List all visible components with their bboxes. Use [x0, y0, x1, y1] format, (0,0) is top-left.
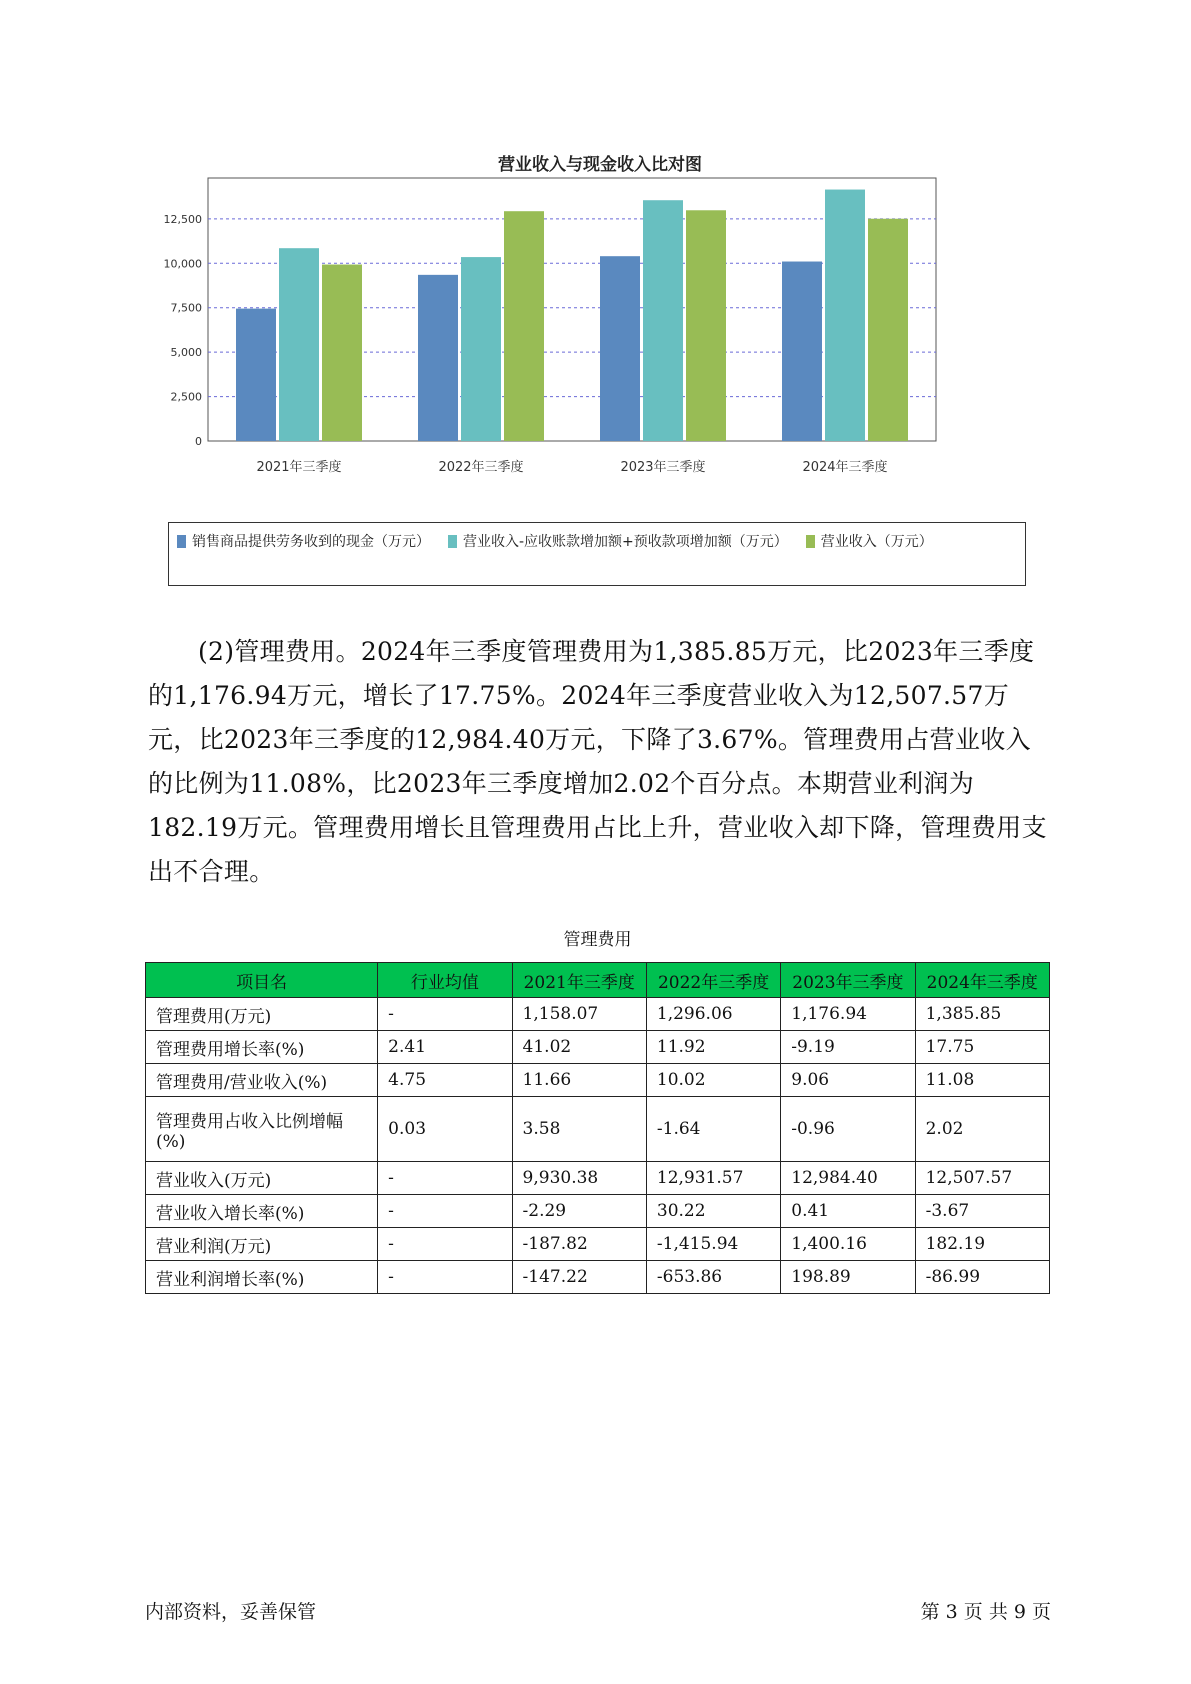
legend-item: [177, 529, 430, 553]
table-cell: 营业收入增长率(%): [146, 1195, 378, 1228]
table-cell: -9.19: [781, 1031, 915, 1064]
table-cell: 12,931.57: [646, 1162, 780, 1195]
table-row: [146, 1031, 1050, 1064]
table-row: [146, 998, 1050, 1031]
table-cell: 管理费用/营业收入(%): [146, 1064, 378, 1097]
bar: [504, 211, 544, 441]
table-cell: 1,400.16: [781, 1228, 915, 1261]
table-cell: 营业收入(万元): [146, 1162, 378, 1195]
table-cell: -86.99: [915, 1261, 1049, 1294]
bar: [322, 265, 362, 441]
bar: [600, 256, 640, 441]
table-cell: 1,176.94: [781, 998, 915, 1031]
footer-page-number: 第 3 页 共 9 页: [920, 1601, 1051, 1623]
table-row: [146, 1162, 1050, 1195]
bar: [461, 257, 501, 441]
header-cell: 2021年三季度: [512, 963, 646, 998]
table-cell: 41.02: [512, 1031, 646, 1064]
legend-swatch: [448, 535, 457, 548]
table-cell: 182.19: [915, 1228, 1049, 1261]
bar: [825, 190, 865, 441]
table-row: [146, 1261, 1050, 1294]
table-cell: 198.89: [781, 1261, 915, 1294]
table-cell: 10.02: [646, 1064, 780, 1097]
bar: [418, 275, 458, 441]
table-cell: 1,385.85: [915, 998, 1049, 1031]
table-cell: 4.75: [378, 1064, 512, 1097]
y-tick-label: 10,000: [163, 257, 202, 271]
table-cell: 管理费用增长率(%): [146, 1031, 378, 1064]
table-cell: 1,296.06: [646, 998, 780, 1031]
table-cell: 9,930.38: [512, 1162, 646, 1195]
legend-item: [806, 529, 933, 553]
bar: [868, 219, 908, 441]
table-cell: -187.82: [512, 1228, 646, 1261]
table-cell: 3.58: [512, 1097, 646, 1162]
table-cell: -2.29: [512, 1195, 646, 1228]
y-tick-label: 2,500: [170, 390, 202, 404]
x-tick-label: 2022年三季度: [438, 460, 524, 475]
header-cell: 2024年三季度: [915, 963, 1049, 998]
table-row: [146, 1097, 1050, 1162]
table-cell: 2.41: [378, 1031, 512, 1064]
table-header-row: [146, 963, 1050, 998]
table-cell: 管理费用(万元): [146, 998, 378, 1031]
header-cell: 2023年三季度: [781, 963, 915, 998]
revenue-cash-chart: [160, 140, 1040, 600]
chart-title: 营业收入与现金收入比对图: [498, 155, 702, 175]
chart-legend: [168, 522, 1026, 586]
table-cell: -: [378, 998, 512, 1031]
x-tick-label: 2024年三季度: [802, 460, 888, 475]
legend-swatch: [177, 535, 186, 548]
legend-label: 营业收入（万元）: [820, 534, 933, 550]
table-cell: 营业利润(万元): [146, 1228, 378, 1261]
table-cell: 0.03: [378, 1097, 512, 1162]
table-row: [146, 1195, 1050, 1228]
table-cell: 17.75: [915, 1031, 1049, 1064]
table-cell: -: [378, 1162, 512, 1195]
table-cell: 管理费用占收入比例增幅(%): [146, 1097, 378, 1162]
bar: [236, 309, 276, 441]
legend-label: 营业收入-应收账款增加额+预收款项增加额（万元）: [463, 534, 788, 550]
table-caption: 管理费用: [563, 930, 632, 950]
table-cell: 1,158.07: [512, 998, 646, 1031]
table-cell: 12,984.40: [781, 1162, 915, 1195]
bar: [279, 248, 319, 441]
table-cell: -1,415.94: [646, 1228, 780, 1261]
header-cell: 行业均值: [378, 963, 512, 998]
y-tick-label: 5,000: [170, 346, 202, 360]
table-cell: 营业利润增长率(%): [146, 1261, 378, 1294]
header-cell: 项目名: [146, 963, 378, 998]
table-cell: 11.66: [512, 1064, 646, 1097]
legend-swatch: [806, 535, 815, 548]
table-cell: 0.41: [781, 1195, 915, 1228]
table-cell: -0.96: [781, 1097, 915, 1162]
footer-confidential-note: 内部资料，妥善保管: [145, 1601, 317, 1623]
x-tick-label: 2023年三季度: [620, 460, 706, 475]
table-cell: 2.02: [915, 1097, 1049, 1162]
y-tick-label: 0: [195, 435, 202, 448]
bar: [643, 200, 683, 441]
table-cell: -653.86: [646, 1261, 780, 1294]
bar: [686, 210, 726, 441]
x-tick-label: 2021年三季度: [256, 460, 342, 475]
management-expense-paragraph: (2)管理费用。2024年三季度管理费用为1,385.85万元，比2023年三季度的1,176.94万元，增长了17.75%。2024年三季度营业收入为12,507.57万元，比2023年三季度的12,984.40万元，下降了3.67%。管理费用占营业收入的比例为11.08%，比2023年三季度增加2.02个百分点。本期营业利润为182.19万元。管理费用增长且管理费用占比上升，营业收入却下降，管理费用支出不合理。: [148, 637, 1047, 886]
bar: [782, 262, 822, 441]
chart-plot: [160, 140, 1040, 520]
legend-item: [448, 529, 788, 553]
table-cell: -: [378, 1228, 512, 1261]
table-row: [146, 1064, 1050, 1097]
table-cell: -147.22: [512, 1261, 646, 1294]
table-cell: 11.92: [646, 1031, 780, 1064]
legend-label: 销售商品提供劳务收到的现金（万元）: [192, 534, 430, 550]
table-cell: -3.67: [915, 1195, 1049, 1228]
table-cell: -: [378, 1195, 512, 1228]
table-cell: 30.22: [646, 1195, 780, 1228]
table-cell: 12,507.57: [915, 1162, 1049, 1195]
management-expense-table: [145, 962, 1050, 1294]
table-cell: 11.08: [915, 1064, 1049, 1097]
header-cell: 2022年三季度: [646, 963, 780, 998]
table-cell: -1.64: [646, 1097, 780, 1162]
table-row: [146, 1228, 1050, 1261]
table-cell: -: [378, 1261, 512, 1294]
y-tick-label: 7,500: [170, 301, 202, 315]
table-cell: 9.06: [781, 1064, 915, 1097]
y-tick-label: 12,500: [163, 212, 202, 226]
